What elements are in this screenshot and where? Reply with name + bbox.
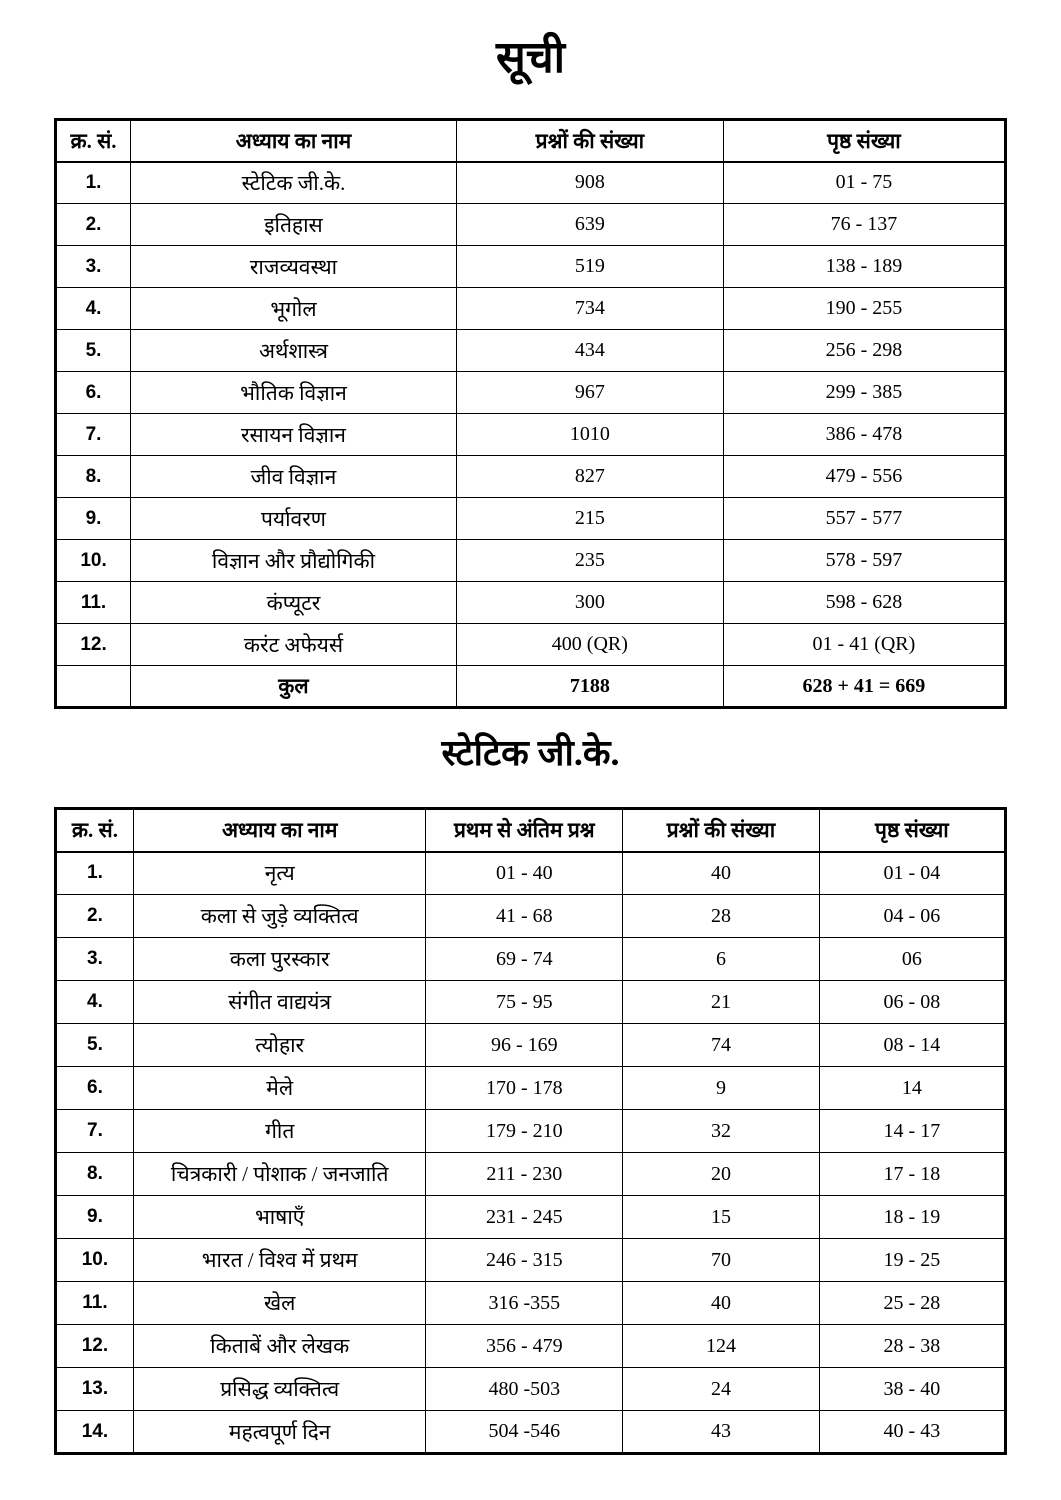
page-number-cell: 256 - 298: [723, 330, 1005, 372]
chapter-name-cell: जीव विज्ञान: [131, 456, 457, 498]
header-page-number: पृष्ठ संख्या: [819, 809, 1005, 852]
chapter-name-cell: विज्ञान और प्रौद्योगिकी: [131, 540, 457, 582]
question-count-cell: 827: [456, 456, 723, 498]
page-number-cell: 06: [819, 938, 1005, 981]
serial-number-cell: 10.: [56, 540, 131, 582]
question-count-cell: 434: [456, 330, 723, 372]
chapter-name-cell: अर्थशास्त्र: [131, 330, 457, 372]
first-to-last-question-cell: 179 - 210: [426, 1110, 623, 1153]
question-count-cell: 24: [623, 1368, 820, 1411]
serial-number-cell: 7.: [56, 1110, 134, 1153]
table-row: [56, 288, 1006, 330]
table-row: [56, 981, 1006, 1024]
page-number-cell: 19 - 25: [819, 1239, 1005, 1282]
table-row: [56, 1067, 1006, 1110]
chapter-name-cell: मेले: [133, 1067, 426, 1110]
chapter-name-cell: गीत: [133, 1110, 426, 1153]
question-count-cell: 967: [456, 372, 723, 414]
serial-number-cell: 3.: [56, 938, 134, 981]
chapter-name-cell: भौतिक विज्ञान: [131, 372, 457, 414]
table-row: [56, 1196, 1006, 1239]
header-first-to-last-question: प्रथम से अंतिम प्रश्न: [426, 809, 623, 852]
chapter-name-cell: इतिहास: [131, 204, 457, 246]
question-count-cell: 639: [456, 204, 723, 246]
table-row: [56, 204, 1006, 246]
table-row: [56, 1024, 1006, 1067]
chapter-name-cell: भूगोल: [131, 288, 457, 330]
serial-number-cell: 11.: [56, 1282, 134, 1325]
serial-number-cell: 9.: [56, 498, 131, 540]
question-count-cell: 7188: [456, 666, 723, 708]
header-chapter-name: अध्याय का नाम: [133, 809, 426, 852]
serial-number-cell: 8.: [56, 1153, 134, 1196]
serial-number-cell: 10.: [56, 1239, 134, 1282]
serial-number-cell: 1.: [56, 852, 134, 895]
chapter-name-cell: भारत / विश्व में प्रथम: [133, 1239, 426, 1282]
chapter-name-cell: कंप्यूटर: [131, 582, 457, 624]
table-row: [56, 330, 1006, 372]
serial-number-cell: 5.: [56, 1024, 134, 1067]
serial-number-cell: 5.: [56, 330, 131, 372]
question-count-cell: 124: [623, 1325, 820, 1368]
page-number-cell: 299 - 385: [723, 372, 1005, 414]
chapter-name-cell: स्टेटिक जी.के.: [131, 162, 457, 204]
serial-number-cell: 3.: [56, 246, 131, 288]
index-table: [54, 118, 1007, 709]
total-row: [56, 666, 1006, 708]
question-count-cell: 235: [456, 540, 723, 582]
chapter-name-cell: नृत्य: [133, 852, 426, 895]
question-count-cell: 74: [623, 1024, 820, 1067]
question-count-cell: 43: [623, 1411, 820, 1454]
question-count-cell: 519: [456, 246, 723, 288]
table-row: [56, 1153, 1006, 1196]
chapter-name-cell: प्रसिद्ध व्यक्तित्व: [133, 1368, 426, 1411]
first-to-last-question-cell: 96 - 169: [426, 1024, 623, 1067]
page-title: सूची: [495, 33, 566, 82]
table-row: [56, 852, 1006, 895]
page-number-cell: 17 - 18: [819, 1153, 1005, 1196]
question-count-cell: 15: [623, 1196, 820, 1239]
page-number-cell: 06 - 08: [819, 981, 1005, 1024]
serial-number-cell: 4.: [56, 288, 131, 330]
page-number-cell: 14 - 17: [819, 1110, 1005, 1153]
table-row: [56, 372, 1006, 414]
question-count-cell: 400 (QR): [456, 624, 723, 666]
chapter-name-cell: करंट अफेयर्स: [131, 624, 457, 666]
table-row: [56, 246, 1006, 288]
table-row: [56, 582, 1006, 624]
chapter-name-cell: चित्रकारी / पोशाक / जनजाति: [133, 1153, 426, 1196]
chapter-name-cell: खेल: [133, 1282, 426, 1325]
question-count-cell: 6: [623, 938, 820, 981]
page-number-cell: 598 - 628: [723, 582, 1005, 624]
serial-number-cell: 12.: [56, 624, 131, 666]
first-to-last-question-cell: 170 - 178: [426, 1067, 623, 1110]
first-to-last-question-cell: 69 - 74: [426, 938, 623, 981]
chapter-name-cell: कुल: [131, 666, 457, 708]
first-to-last-question-cell: 316 -355: [426, 1282, 623, 1325]
page-number-cell: 01 - 04: [819, 852, 1005, 895]
serial-number-cell: 2.: [56, 204, 131, 246]
header-question-count: प्रश्नों की संख्या: [456, 120, 723, 162]
table-row: [56, 162, 1006, 204]
question-count-cell: 28: [623, 895, 820, 938]
serial-number-cell: 2.: [56, 895, 134, 938]
first-to-last-question-cell: 504 -546: [426, 1411, 623, 1454]
table-row: [56, 895, 1006, 938]
table-row: [56, 456, 1006, 498]
first-to-last-question-cell: 231 - 245: [426, 1196, 623, 1239]
first-to-last-question-cell: 356 - 479: [426, 1325, 623, 1368]
first-to-last-question-cell: 75 - 95: [426, 981, 623, 1024]
page-number-cell: 138 - 189: [723, 246, 1005, 288]
header-question-count: प्रश्नों की संख्या: [623, 809, 820, 852]
question-count-cell: 1010: [456, 414, 723, 456]
table-row: [56, 498, 1006, 540]
chapter-name-cell: त्योहार: [133, 1024, 426, 1067]
question-count-cell: 9: [623, 1067, 820, 1110]
page-number-cell: 14: [819, 1067, 1005, 1110]
question-count-cell: 20: [623, 1153, 820, 1196]
serial-number-cell: 12.: [56, 1325, 134, 1368]
serial-number-cell: 8.: [56, 456, 131, 498]
question-count-cell: 300: [456, 582, 723, 624]
first-to-last-question-cell: 01 - 40: [426, 852, 623, 895]
page-number-cell: 01 - 41 (QR): [723, 624, 1005, 666]
table-row: [56, 1110, 1006, 1153]
first-to-last-question-cell: 246 - 315: [426, 1239, 623, 1282]
chapter-name-cell: किताबें और लेखक: [133, 1325, 426, 1368]
table-row: [56, 938, 1006, 981]
table-row: [56, 414, 1006, 456]
table-row: [56, 1411, 1006, 1454]
header-serial-number: क्र. सं.: [56, 120, 131, 162]
page-number-cell: 18 - 19: [819, 1196, 1005, 1239]
chapter-name-cell: संगीत वाद्ययंत्र: [133, 981, 426, 1024]
serial-number-cell: 13.: [56, 1368, 134, 1411]
serial-number-cell: [56, 666, 131, 708]
table-row: [56, 1282, 1006, 1325]
static-gk-table: [54, 807, 1007, 1455]
question-count-cell: 32: [623, 1110, 820, 1153]
page-number-cell: 08 - 14: [819, 1024, 1005, 1067]
serial-number-cell: 6.: [56, 1067, 134, 1110]
header-row: [56, 120, 1006, 162]
question-count-cell: 40: [623, 1282, 820, 1325]
serial-number-cell: 9.: [56, 1196, 134, 1239]
header-serial-number: क्र. सं.: [56, 809, 134, 852]
table-row: [56, 540, 1006, 582]
chapter-name-cell: कला पुरस्कार: [133, 938, 426, 981]
chapter-name-cell: पर्यावरण: [131, 498, 457, 540]
chapter-name-cell: कला से जुड़े व्यक्तित्व: [133, 895, 426, 938]
page-number-cell: 25 - 28: [819, 1282, 1005, 1325]
chapter-name-cell: भाषाएँ: [133, 1196, 426, 1239]
table-row: [56, 624, 1006, 666]
question-count-cell: 215: [456, 498, 723, 540]
first-to-last-question-cell: 41 - 68: [426, 895, 623, 938]
serial-number-cell: 6.: [56, 372, 131, 414]
question-count-cell: 734: [456, 288, 723, 330]
page-number-cell: 479 - 556: [723, 456, 1005, 498]
chapter-name-cell: राजव्यवस्था: [131, 246, 457, 288]
serial-number-cell: 14.: [56, 1411, 134, 1454]
question-count-cell: 40: [623, 852, 820, 895]
page-number-cell: 386 - 478: [723, 414, 1005, 456]
table-row: [56, 1325, 1006, 1368]
page-number-cell: 76 - 137: [723, 204, 1005, 246]
serial-number-cell: 11.: [56, 582, 131, 624]
serial-number-cell: 1.: [56, 162, 131, 204]
header-page-number: पृष्ठ संख्या: [723, 120, 1005, 162]
header-chapter-name: अध्याय का नाम: [131, 120, 457, 162]
page-number-cell: 28 - 38: [819, 1325, 1005, 1368]
page-number-cell: 628 + 41 = 669: [723, 666, 1005, 708]
page-number-cell: 38 - 40: [819, 1368, 1005, 1411]
page-number-cell: 04 - 06: [819, 895, 1005, 938]
page-number-cell: 190 - 255: [723, 288, 1005, 330]
header-row: [56, 809, 1006, 852]
chapter-name-cell: महत्वपूर्ण दिन: [133, 1411, 426, 1454]
table-row: [56, 1368, 1006, 1411]
chapter-name-cell: रसायन विज्ञान: [131, 414, 457, 456]
page-number-cell: 557 - 577: [723, 498, 1005, 540]
question-count-cell: 908: [456, 162, 723, 204]
serial-number-cell: 7.: [56, 414, 131, 456]
section-title: स्टेटिक जी.के.: [441, 733, 620, 773]
question-count-cell: 21: [623, 981, 820, 1024]
table-row: [56, 1239, 1006, 1282]
page-number-cell: 40 - 43: [819, 1411, 1005, 1454]
question-count-cell: 70: [623, 1239, 820, 1282]
page-number-cell: 01 - 75: [723, 162, 1005, 204]
page-number-cell: 578 - 597: [723, 540, 1005, 582]
first-to-last-question-cell: 211 - 230: [426, 1153, 623, 1196]
first-to-last-question-cell: 480 -503: [426, 1368, 623, 1411]
serial-number-cell: 4.: [56, 981, 134, 1024]
